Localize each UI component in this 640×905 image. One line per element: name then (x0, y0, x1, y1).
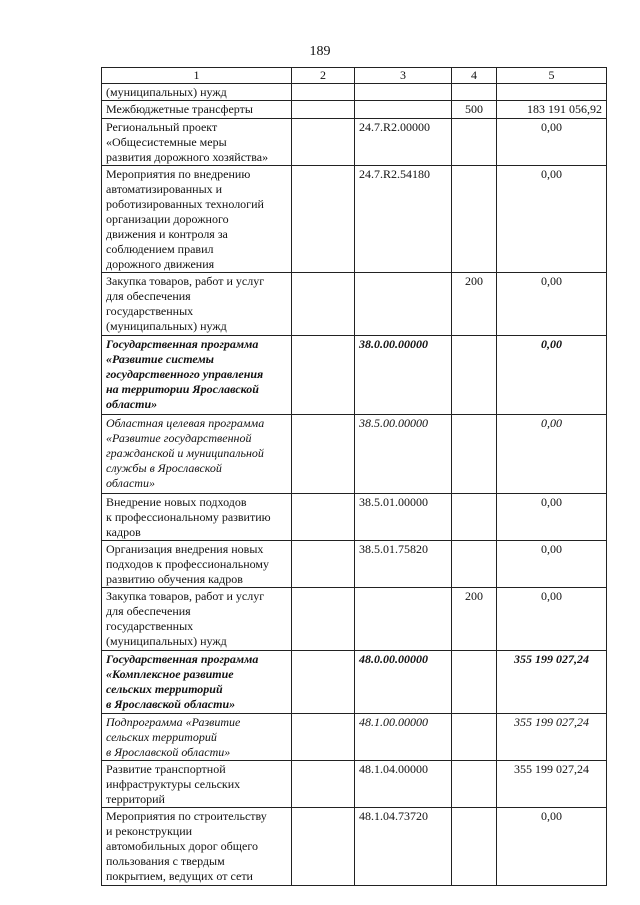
row-col-2-cell (292, 119, 355, 166)
row-col-2-cell (292, 273, 355, 336)
row-col-2-cell (292, 541, 355, 588)
row-col-2-cell (292, 714, 355, 761)
row-code-cell: 48.1.00.00000 (355, 714, 452, 761)
row-col-2-cell (292, 166, 355, 273)
row-name-cell: Межбюджетные трансферты (102, 101, 292, 119)
row-code-cell: 38.5.01.00000 (355, 494, 452, 541)
row-name-cell: Мероприятия по внедрению автоматизированных и роботизированных технологий организации дорожного движения и контроля за соблюдением правил дорожного движения (102, 166, 292, 273)
row-type-cell (452, 415, 497, 494)
table-row (102, 336, 607, 415)
row-col-2-cell (292, 651, 355, 714)
table-header-row (102, 68, 607, 84)
row-amount-cell: 0,00 (497, 273, 607, 336)
row-col-2-cell (292, 494, 355, 541)
row-code-cell: 38.0.00.00000 (355, 336, 452, 415)
row-name-cell: Организация внедрения новых подходов к профессиональному развитию обучения кадров (102, 541, 292, 588)
row-code-cell: 48.1.04.73720 (355, 808, 452, 886)
row-type-cell (452, 336, 497, 415)
row-name-cell: Областная целевая программа «Развитие государственной гражданской и муниципальной службы в Ярославской области» (102, 415, 292, 494)
table-row (102, 166, 607, 273)
row-type-cell (452, 541, 497, 588)
row-code-cell (355, 273, 452, 336)
row-type-cell (452, 808, 497, 886)
row-name-cell: Государственная программа «Комплексное развитие сельских территорий в Ярославской области» (102, 651, 292, 714)
row-amount-cell: 355 199 027,24 (497, 651, 607, 714)
row-type-cell: 200 (452, 588, 497, 651)
table-row (102, 714, 607, 761)
budget-table (101, 67, 607, 886)
row-type-cell: 500 (452, 101, 497, 119)
page-number: 189 (309, 44, 331, 59)
row-col-2-cell (292, 336, 355, 415)
header-col-5: 5 (497, 68, 607, 84)
row-amount-cell: 0,00 (497, 336, 607, 415)
row-type-cell: 200 (452, 273, 497, 336)
table-row (102, 415, 607, 494)
row-code-cell: 48.0.00.00000 (355, 651, 452, 714)
table-row (102, 119, 607, 166)
row-code-cell: 38.5.01.75820 (355, 541, 452, 588)
row-amount-cell: 0,00 (497, 494, 607, 541)
row-col-2-cell (292, 101, 355, 119)
row-code-cell (355, 101, 452, 119)
row-code-cell: 48.1.04.00000 (355, 761, 452, 808)
row-amount-cell: 183 191 056,92 (497, 101, 607, 119)
header-col-4: 4 (452, 68, 497, 84)
row-amount-cell: 0,00 (497, 166, 607, 273)
row-name-cell: (муниципальных) нужд (102, 84, 292, 101)
table-row (102, 808, 607, 886)
row-name-cell: Внедрение новых подходов к профессиональному развитию кадров (102, 494, 292, 541)
table-row (102, 273, 607, 336)
row-amount-cell: 0,00 (497, 808, 607, 886)
row-type-cell (452, 166, 497, 273)
header-col-2: 2 (292, 68, 355, 84)
row-type-cell (452, 119, 497, 166)
row-name-cell: Закупка товаров, работ и услуг для обеспечения государственных (муниципальных) нужд (102, 588, 292, 651)
row-amount-cell: 0,00 (497, 119, 607, 166)
table-row (102, 541, 607, 588)
row-amount-cell: 355 199 027,24 (497, 761, 607, 808)
table-row (102, 494, 607, 541)
table-row (102, 651, 607, 714)
header-col-3: 3 (355, 68, 452, 84)
row-name-cell: Развитие транспортной инфраструктуры сельских территорий (102, 761, 292, 808)
row-type-cell (452, 494, 497, 541)
row-name-cell: Закупка товаров, работ и услуг для обеспечения государственных (муниципальных) нужд (102, 273, 292, 336)
row-name-cell: Региональный проект «Общесистемные меры развития дорожного хозяйства» (102, 119, 292, 166)
row-code-cell: 24.7.R2.00000 (355, 119, 452, 166)
row-amount-cell (497, 84, 607, 101)
header-col-1: 1 (102, 68, 292, 84)
table-row (102, 588, 607, 651)
row-code-cell (355, 588, 452, 651)
row-amount-cell: 0,00 (497, 541, 607, 588)
row-code-cell (355, 84, 452, 101)
row-name-cell: Государственная программа «Развитие системы государственного управления на территории Ярославской области» (102, 336, 292, 415)
row-col-2-cell (292, 761, 355, 808)
table-row (102, 84, 607, 101)
row-col-2-cell (292, 808, 355, 886)
row-type-cell (452, 714, 497, 761)
table-row (102, 761, 607, 808)
row-amount-cell: 0,00 (497, 588, 607, 651)
row-col-2-cell (292, 84, 355, 101)
row-col-2-cell (292, 588, 355, 651)
table-row (102, 101, 607, 119)
row-amount-cell: 0,00 (497, 415, 607, 494)
row-col-2-cell (292, 415, 355, 494)
row-type-cell (452, 84, 497, 101)
row-amount-cell: 355 199 027,24 (497, 714, 607, 761)
row-code-cell: 24.7.R2.54180 (355, 166, 452, 273)
row-type-cell (452, 761, 497, 808)
row-name-cell: Мероприятия по строительству и реконструкции автомобильных дорог общего пользования с твердым покрытием, ведущих от сети (102, 808, 292, 886)
row-type-cell (452, 651, 497, 714)
row-code-cell: 38.5.00.00000 (355, 415, 452, 494)
budget-table-body (102, 68, 607, 886)
row-name-cell: Подпрограмма «Развитие сельских территорий в Ярославской области» (102, 714, 292, 761)
